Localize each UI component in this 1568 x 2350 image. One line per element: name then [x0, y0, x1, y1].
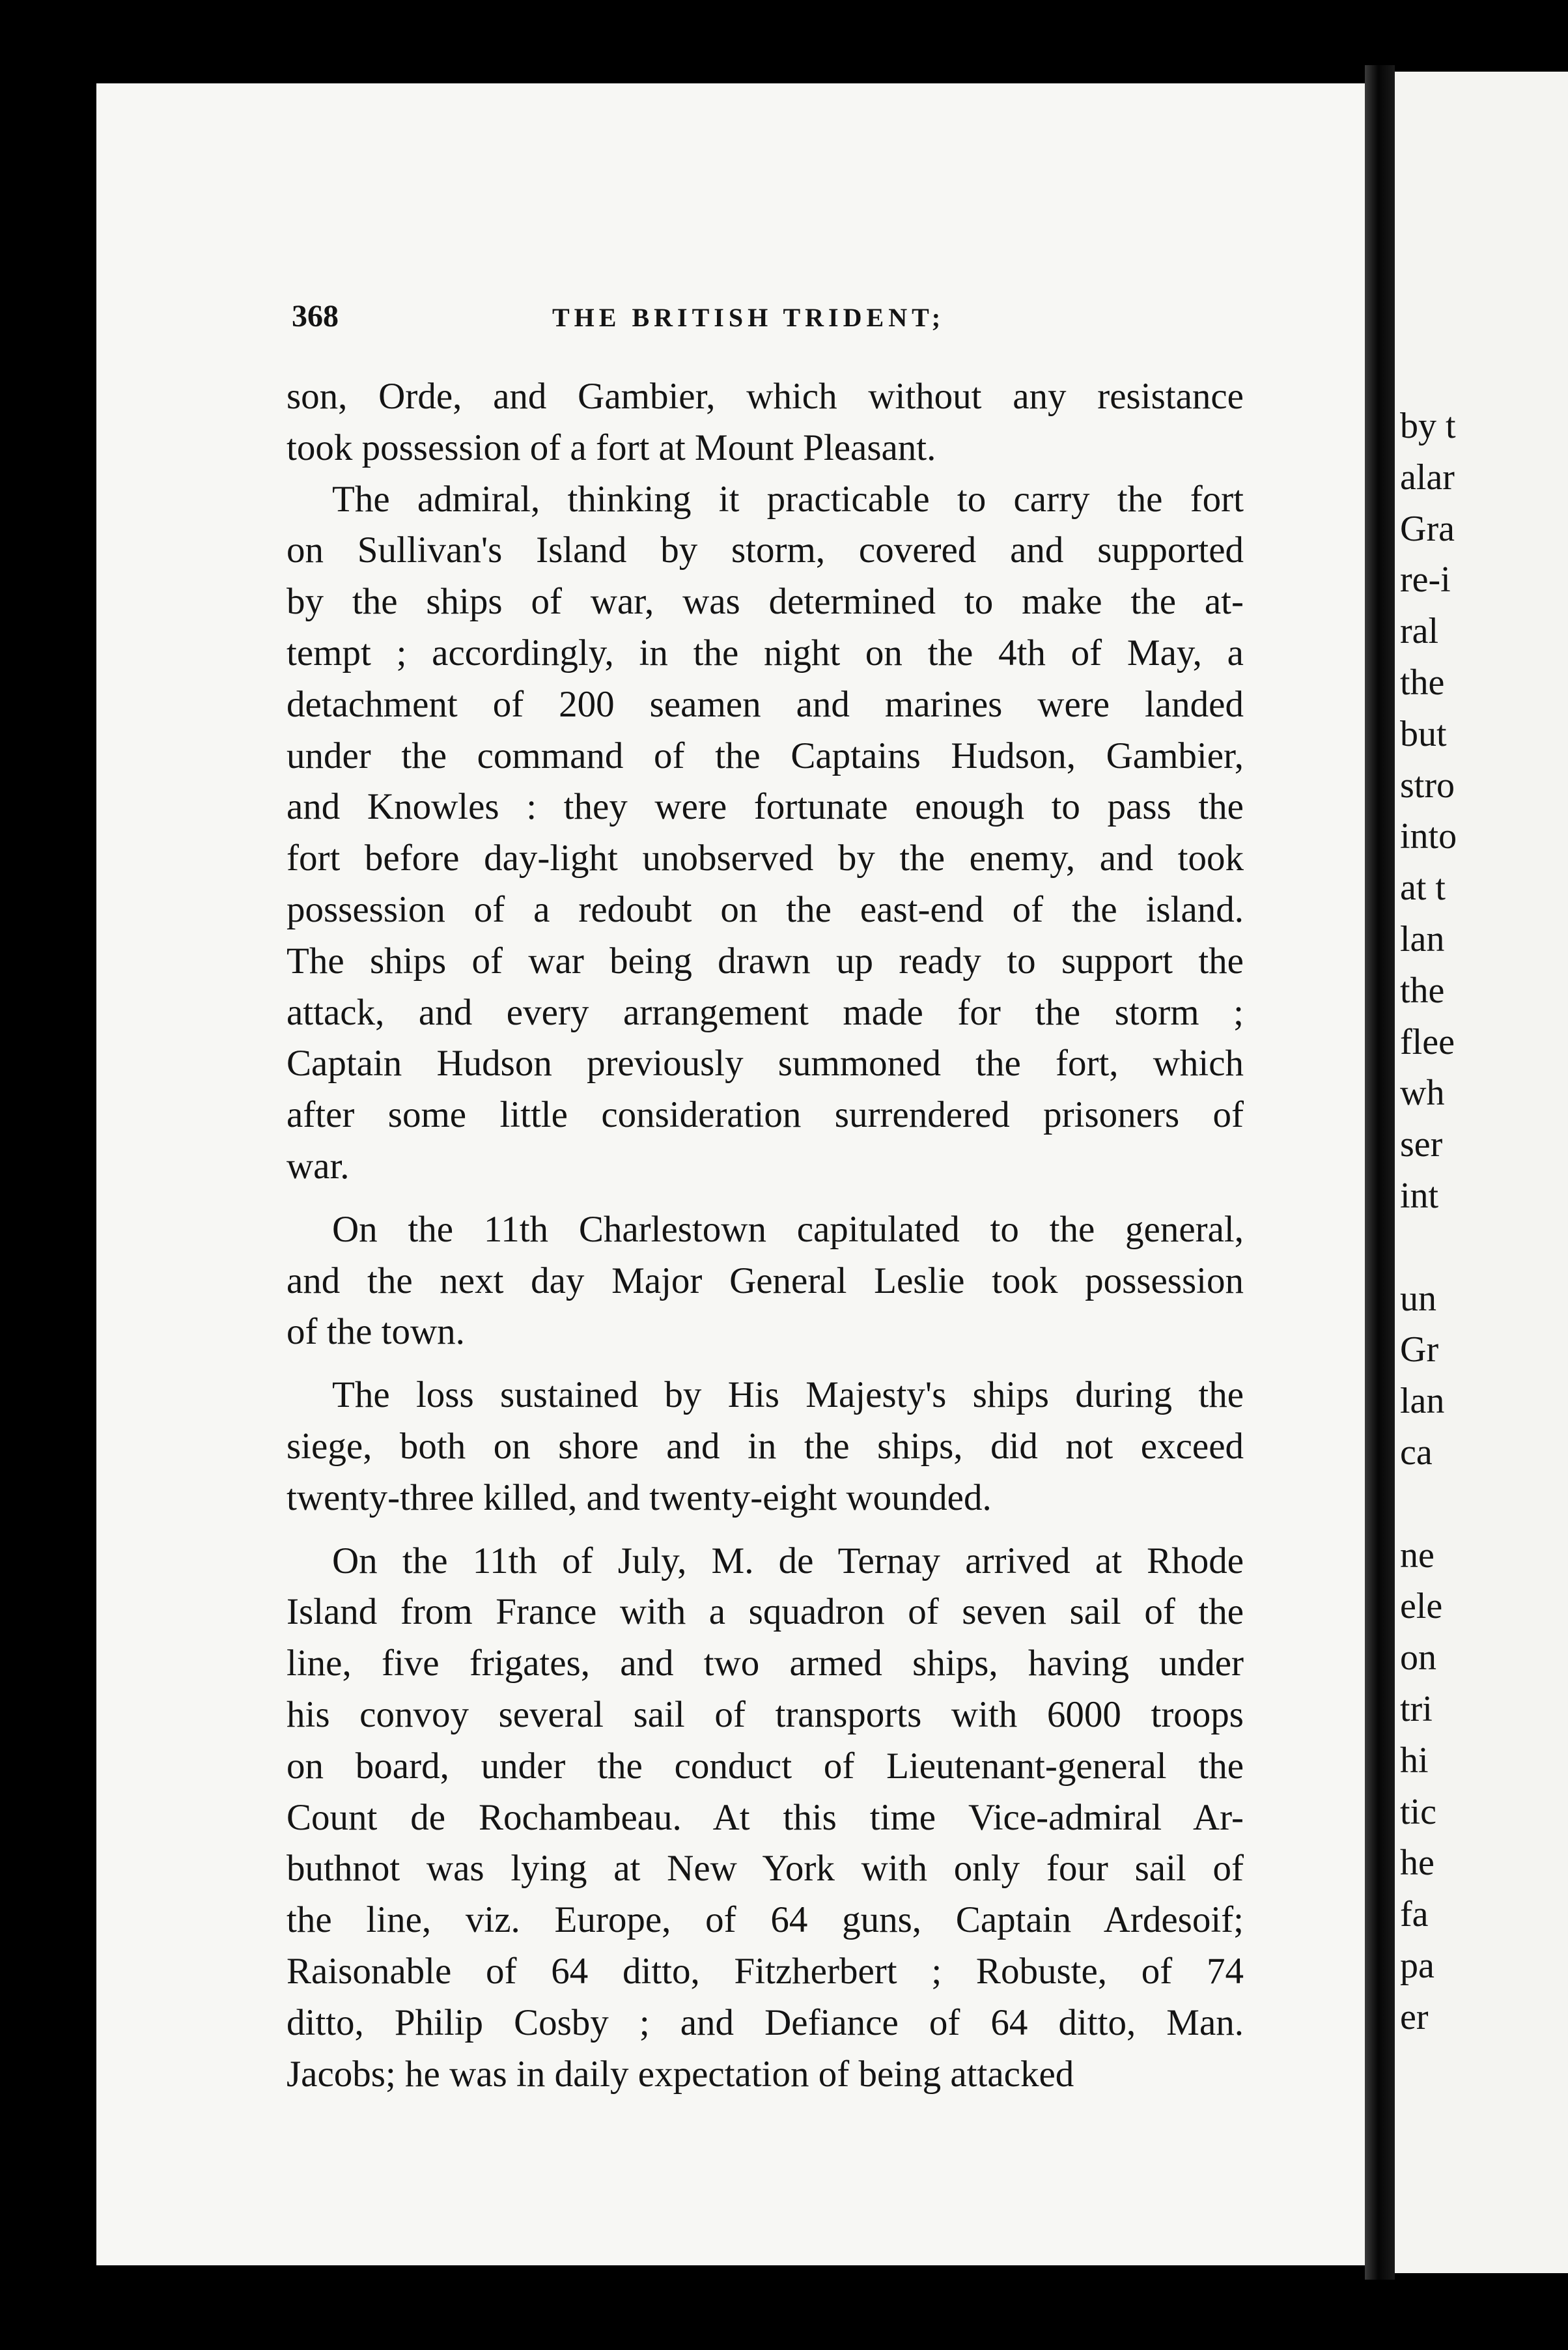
text-line: Count de Rochambeau. At this time Vice-admiral Ar-: [287, 1796, 1244, 1838]
facing-page-fragment: wh: [1400, 1073, 1445, 1114]
paragraph-gap: [287, 1524, 1244, 1536]
text-line: line, five frigates, and two armed ships, having under: [287, 1643, 1244, 1684]
facing-page-fragment: tri: [1400, 1688, 1433, 1729]
text-line: and Knowles : they were fortunate enough to pass the: [287, 786, 1244, 828]
text-line: by the ships of war, was determined to make the at-: [287, 581, 1244, 623]
facing-page-fragment: but: [1400, 713, 1447, 754]
paragraph: [287, 1370, 1244, 1523]
paragraph-gap: [287, 1358, 1244, 1370]
facing-page-fragment: by t: [1400, 406, 1456, 446]
page-number: 368: [292, 299, 339, 333]
facing-page-fragment: Gr: [1400, 1329, 1439, 1370]
facing-page-fragment: ca: [1400, 1432, 1433, 1473]
text-line: ditto, Philip Cosby ; and Defiance of 64 ditto, Man.: [287, 2002, 1244, 2043]
running-head: [292, 298, 1242, 337]
text-line: The ships of war being drawn up ready to support the: [287, 940, 1244, 982]
facing-page-text: [1400, 401, 1568, 2043]
facing-page-fragment: at t: [1400, 868, 1446, 909]
text-line: fort before day-light unobserved by the enemy, and took: [287, 838, 1244, 879]
facing-page-fragment: lan: [1400, 918, 1445, 959]
text-line: detachment of 200 seamen and marines were landed: [287, 683, 1244, 725]
text-line: Captain Hudson previously summoned the fort, which: [287, 1043, 1244, 1084]
facing-page-fragment: alar: [1400, 457, 1455, 498]
text-line: on board, under the conduct of Lieutenant-general the: [287, 1745, 1244, 1787]
text-line: took possession of a fort at Mount Pleasant.: [287, 427, 936, 468]
facing-page-fragment: ele: [1400, 1586, 1443, 1627]
facing-page-fragment: [1400, 1222, 1568, 1273]
text-line: buthnot was lying at New York with only four sail of: [287, 1848, 1244, 1890]
text-line: tempt ; accordingly, in the night on the 4th of May, a: [287, 632, 1244, 673]
text-line: war.: [287, 1145, 350, 1187]
facing-page-fragment: the: [1400, 662, 1445, 703]
facing-page-fragment: stro: [1400, 765, 1455, 806]
text-line: The loss sustained by His Majesty's ships during the: [332, 1374, 1244, 1416]
facing-page-fragment: un: [1400, 1278, 1436, 1319]
text-line: Raisonable of 64 ditto, Fitzherbert ; Robuste, of 74: [287, 1950, 1244, 1992]
facing-page-fragment: [1400, 1479, 1568, 1530]
text-line: siege, both on shore and in the ships, did not exceed: [287, 1425, 1244, 1467]
text-line: and the next day Major General Leslie took possession: [287, 1260, 1244, 1301]
facing-page-fragment: fa: [1400, 1894, 1429, 1935]
facing-page-fragment: pa: [1400, 1945, 1435, 1986]
facing-page-fragment: on: [1400, 1637, 1436, 1678]
text-line: On the 11th of July, M. de Ternay arrived at Rhode: [332, 1540, 1244, 1581]
paragraph: [287, 371, 1244, 474]
facing-page: [1395, 72, 1568, 2273]
text-line: on Sullivan's Island by storm, covered and supported: [287, 530, 1244, 571]
facing-page-fragment: hi: [1400, 1740, 1429, 1781]
text-line: twenty-three killed, and twenty-eight wounded.: [287, 1477, 992, 1518]
text-line: Jacobs; he was in daily expectation of being attacked: [287, 2053, 1074, 2095]
running-head-title: THE BRITISH TRIDENT;: [552, 303, 945, 332]
text-line: his convoy several sail of transports with 6000 troops: [287, 1693, 1244, 1735]
facing-page-fragment: the: [1400, 970, 1445, 1011]
text-line: attack, and every arrangement made for the storm ;: [287, 991, 1244, 1033]
text-line: Island from France with a squadron of seven sail of the: [287, 1591, 1244, 1633]
text-line: On the 11th Charlestown capitulated to the general,: [332, 1208, 1244, 1250]
body-text: [287, 371, 1244, 2100]
text-line: under the command of the Captains Hudson, Gambier,: [287, 735, 1244, 776]
facing-page-fragment: ral: [1400, 611, 1439, 652]
facing-page-fragment: ser: [1400, 1124, 1443, 1165]
facing-page-fragment: re-i: [1400, 559, 1451, 601]
facing-page-fragment: he: [1400, 1843, 1435, 1884]
facing-page-fragment: tic: [1400, 1791, 1436, 1832]
facing-page-fragment: ne: [1400, 1535, 1435, 1576]
book-gutter: [1365, 65, 1395, 2280]
text-line: possession of a redoubt on the east-end of the island.: [287, 888, 1244, 930]
facing-page-fragment: er: [1400, 1996, 1429, 2037]
facing-page-fragment: lan: [1400, 1381, 1445, 1422]
paragraph: [287, 474, 1244, 1193]
paragraph: [287, 1204, 1244, 1358]
text-line: after some little consideration surrendered prisoners of: [287, 1094, 1244, 1136]
facing-page-fragment: int: [1400, 1175, 1439, 1216]
facing-page-fragment: flee: [1400, 1021, 1455, 1062]
text-line: of the town.: [287, 1311, 465, 1353]
text-line: son, Orde, and Gambier, which without any resistance: [287, 376, 1244, 417]
facing-page-fragment: Gra: [1400, 508, 1455, 549]
paragraph-gap: [287, 1193, 1244, 1204]
paragraph: [287, 1536, 1244, 2101]
text-line: the line, viz. Europe, of 64 guns, Captain Ardesoif;: [287, 1899, 1244, 1941]
facing-page-fragment: into: [1400, 816, 1457, 857]
text-line: The admiral, thinking it practicable to carry the fort: [332, 478, 1244, 520]
